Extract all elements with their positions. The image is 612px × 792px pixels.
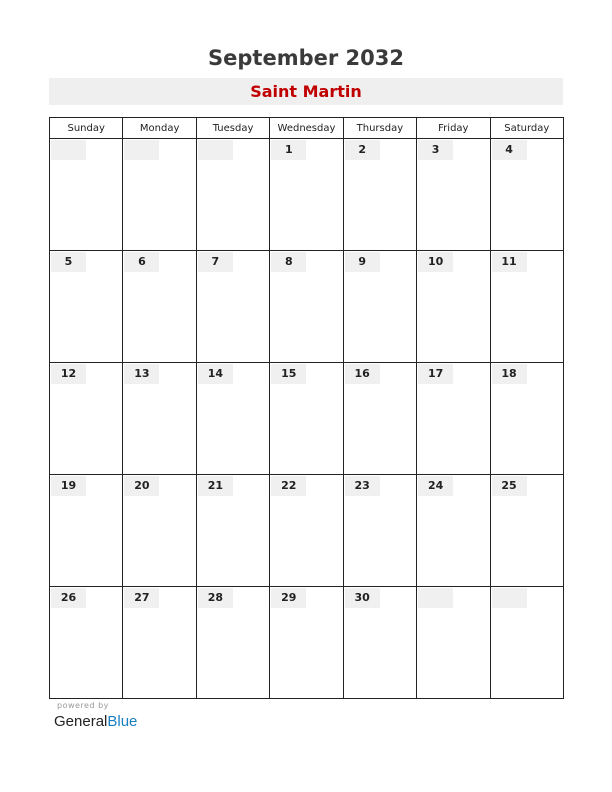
brand-general: General bbox=[54, 713, 108, 730]
day-cell[interactable] bbox=[270, 587, 343, 699]
day-number: 1 bbox=[271, 140, 306, 160]
calendar-grid bbox=[49, 117, 564, 699]
day-number: 19 bbox=[51, 476, 86, 496]
day-cell[interactable] bbox=[417, 587, 490, 699]
weekday-wednesday: Wednesday bbox=[270, 118, 343, 139]
day-cell[interactable] bbox=[123, 475, 196, 587]
day-cell[interactable] bbox=[270, 139, 343, 251]
day-number: 20 bbox=[124, 476, 159, 496]
day-cell[interactable] bbox=[196, 363, 269, 475]
day-number: 6 bbox=[124, 252, 159, 272]
day-number: 3 bbox=[418, 140, 453, 160]
day-cell[interactable] bbox=[490, 363, 563, 475]
day-number: 4 bbox=[492, 140, 527, 160]
weekday-thursday: Thursday bbox=[343, 118, 416, 139]
day-number: 9 bbox=[345, 252, 380, 272]
day-number: 21 bbox=[198, 476, 233, 496]
region-bar bbox=[49, 78, 563, 105]
day-number: 28 bbox=[198, 588, 233, 608]
day-cell[interactable] bbox=[196, 251, 269, 363]
day-number: 29 bbox=[271, 588, 306, 608]
day-number: 17 bbox=[418, 364, 453, 384]
day-cell[interactable] bbox=[50, 251, 123, 363]
day-number: 7 bbox=[198, 252, 233, 272]
day-number: 27 bbox=[124, 588, 159, 608]
weekday-header-row bbox=[50, 118, 564, 139]
day-number: 5 bbox=[51, 252, 86, 272]
week-row bbox=[50, 363, 564, 475]
weekday-tuesday: Tuesday bbox=[196, 118, 269, 139]
day-number: 16 bbox=[345, 364, 380, 384]
brand-blue: Blue bbox=[107, 713, 138, 730]
day-cell[interactable] bbox=[490, 587, 563, 699]
weekday-sunday: Sunday bbox=[50, 118, 123, 139]
day-number: 12 bbox=[51, 364, 86, 384]
day-number bbox=[124, 140, 159, 160]
day-number: 2 bbox=[345, 140, 380, 160]
weekday-saturday: Saturday bbox=[490, 118, 563, 139]
day-cell[interactable] bbox=[490, 139, 563, 251]
day-number: 26 bbox=[51, 588, 86, 608]
day-number bbox=[51, 140, 86, 160]
day-cell[interactable] bbox=[196, 475, 269, 587]
day-cell[interactable] bbox=[343, 139, 416, 251]
day-cell[interactable] bbox=[123, 139, 196, 251]
day-number bbox=[492, 588, 527, 608]
day-cell[interactable] bbox=[343, 251, 416, 363]
day-number bbox=[418, 588, 453, 608]
day-cell[interactable] bbox=[50, 363, 123, 475]
week-row bbox=[50, 139, 564, 251]
day-cell[interactable] bbox=[123, 251, 196, 363]
day-cell[interactable] bbox=[196, 587, 269, 699]
day-cell[interactable] bbox=[490, 251, 563, 363]
day-cell[interactable] bbox=[343, 475, 416, 587]
day-cell[interactable] bbox=[196, 139, 269, 251]
day-number: 8 bbox=[271, 252, 306, 272]
day-cell[interactable] bbox=[50, 587, 123, 699]
day-number: 13 bbox=[124, 364, 159, 384]
week-row bbox=[50, 251, 564, 363]
day-cell[interactable] bbox=[270, 251, 343, 363]
day-number bbox=[198, 140, 233, 160]
day-cell[interactable] bbox=[50, 139, 123, 251]
day-cell[interactable] bbox=[270, 363, 343, 475]
day-number: 11 bbox=[492, 252, 527, 272]
day-cell[interactable] bbox=[417, 251, 490, 363]
day-cell[interactable] bbox=[417, 475, 490, 587]
day-cell[interactable] bbox=[50, 475, 123, 587]
page-title: September 2032 bbox=[208, 46, 404, 70]
day-cell[interactable] bbox=[343, 587, 416, 699]
day-cell[interactable] bbox=[490, 475, 563, 587]
day-cell[interactable] bbox=[123, 363, 196, 475]
powered-by-label: powered by bbox=[57, 701, 109, 710]
day-cell[interactable] bbox=[343, 363, 416, 475]
day-cell[interactable] bbox=[123, 587, 196, 699]
day-number: 24 bbox=[418, 476, 453, 496]
day-number: 14 bbox=[198, 364, 233, 384]
week-row bbox=[50, 475, 564, 587]
weekday-monday: Monday bbox=[123, 118, 196, 139]
week-row bbox=[50, 587, 564, 699]
generalblue-logo[interactable] bbox=[54, 713, 137, 730]
day-number: 25 bbox=[492, 476, 527, 496]
day-number: 30 bbox=[345, 588, 380, 608]
day-number: 10 bbox=[418, 252, 453, 272]
day-cell[interactable] bbox=[270, 475, 343, 587]
weekday-friday: Friday bbox=[417, 118, 490, 139]
day-number: 18 bbox=[492, 364, 527, 384]
day-number: 15 bbox=[271, 364, 306, 384]
region-name: Saint Martin bbox=[250, 82, 362, 101]
day-cell[interactable] bbox=[417, 139, 490, 251]
day-number: 23 bbox=[345, 476, 380, 496]
day-cell[interactable] bbox=[417, 363, 490, 475]
day-number: 22 bbox=[271, 476, 306, 496]
